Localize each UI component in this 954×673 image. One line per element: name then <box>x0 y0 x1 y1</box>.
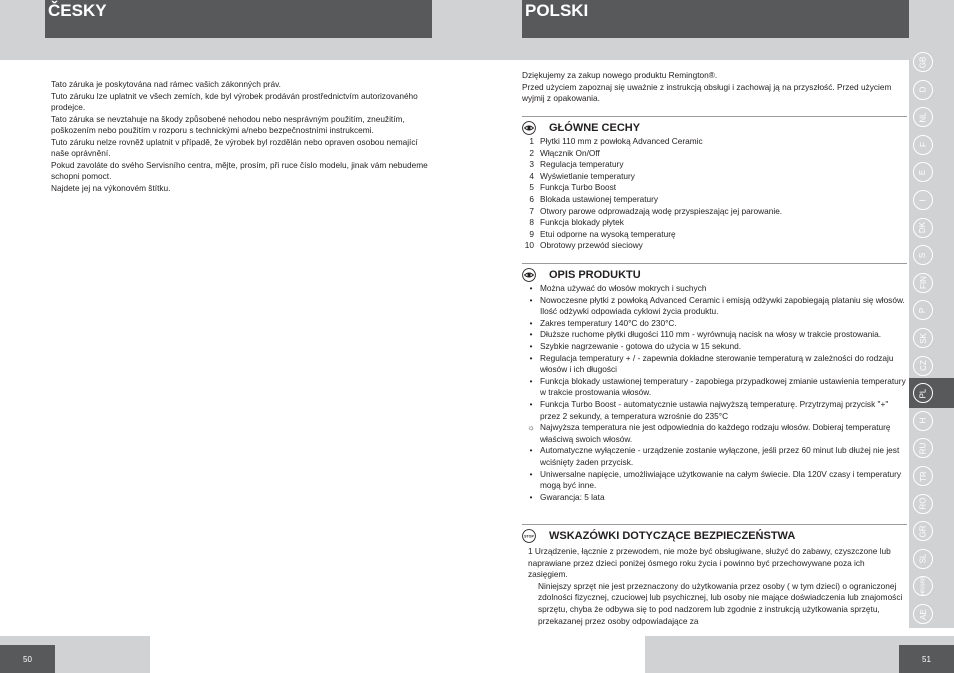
language-tab-cz[interactable] <box>913 356 933 376</box>
feature-item <box>522 136 907 148</box>
language-tab-fin[interactable] <box>913 273 933 293</box>
description-text: Najwyższa temperatura nie jest odpowiednia do każdego rodzaju włosów. Dobieraj temperaturę właściwą swoich włosów. <box>540 422 891 444</box>
intro-paragraph: Przed użyciem zapoznaj się uważnie z instrukcją obsługi i zachowaj ją na przyszłość. Przed użyciem wyjmij z opakowania. <box>522 81 892 103</box>
feature-item <box>522 182 907 194</box>
description-heading-text: OPIS PRODUKTU <box>549 269 641 281</box>
language-tab-s[interactable] <box>913 245 933 265</box>
feature-item <box>522 159 907 171</box>
czech-paragraph: Tuto záruku nelze rovněž uplatnit v případě, že výrobek byl rozdělán nebo opraven osobou nemající naše oprávnění. <box>51 136 418 158</box>
bullet: • <box>529 353 533 363</box>
safety-text <box>528 546 903 627</box>
feature-number: 9 <box>529 228 534 239</box>
description-text: Zakres temperatury 140°C do 230°C. <box>540 317 677 328</box>
language-tab-sl[interactable] <box>913 549 933 569</box>
feature-item <box>522 229 907 241</box>
feature-number: 10 <box>524 240 534 251</box>
description-text: Gwarancja: 5 lata <box>540 491 605 502</box>
divider <box>522 263 907 264</box>
language-tab-label: E <box>918 169 928 176</box>
description-item <box>522 341 907 353</box>
language-tab-label: SL <box>918 553 928 564</box>
language-tab-label: HR/SRB <box>920 576 926 596</box>
czech-paragraph: Tato záruka se nevztahuje na škody způsobené nehodou nebo nesprávným použitím, zneužitím, poškozením nebo použitím v rozporu s technickými a/nebo bezpečnostními instrukcemi. <box>51 113 405 135</box>
language-tab-hr-srb[interactable] <box>913 576 933 596</box>
feature-number: 3 <box>529 159 534 170</box>
description-text: Funkcja blokady ustawionej temperatury - zapobiega przypadkowej zmianie ustawienia temperatury w trakcie prostowania włosów. <box>540 375 906 398</box>
feature-text: Funkcja Turbo Boost <box>540 182 617 193</box>
description-item <box>522 469 907 492</box>
feature-text: Włącznik On/Off <box>540 147 600 158</box>
description-item <box>522 492 907 504</box>
feature-number: 1 <box>529 136 534 146</box>
safety-paragraph: 1 Urządzenie, łącznie z przewodem, nie może być obsługiwane, służyć do zabawy, czyszczone lub naprawiane przez dzieci poniżej ósmego roku życia i powinno być przechowywane poza ich zasięgiem. <box>528 546 891 580</box>
page-number-right: 51 <box>899 645 954 673</box>
description-text: Można używać do włosów mokrych i suchych <box>540 283 707 293</box>
czech-paragraph: Pokud zavoláte do svého Servisního centra, mějte, prosím, při ruce číslo modelu, jinak vám nebudeme schopni pomoct. <box>51 159 428 181</box>
language-tab-dk[interactable] <box>913 218 933 238</box>
language-tab-label: PL <box>918 388 928 399</box>
language-tab-gr[interactable] <box>913 521 933 541</box>
feature-number: 8 <box>529 217 534 228</box>
language-tab-e[interactable] <box>913 162 933 182</box>
description-item <box>522 399 907 422</box>
language-tab-label: DK <box>918 222 928 234</box>
page-title-polski: POLSKI <box>522 0 909 38</box>
language-tab-label: RU <box>918 442 928 455</box>
language-tab-h[interactable] <box>913 411 933 431</box>
stop-icon <box>522 529 536 543</box>
svg-text:STOP: STOP <box>524 534 534 539</box>
language-tab-label: D <box>918 86 928 93</box>
language-tab-label: S <box>918 252 928 258</box>
bullet: • <box>529 446 533 456</box>
czech-paragraph: Najdete jej na výkonovém štítku. <box>51 182 171 193</box>
language-tab-gb[interactable] <box>913 52 933 72</box>
bullet: • <box>529 492 533 502</box>
feature-item <box>522 194 907 206</box>
language-tab-i[interactable] <box>913 190 933 210</box>
intro-paragraph: Dziękujemy za zakup nowego produktu Remington®. <box>522 70 718 80</box>
description-item <box>522 295 907 318</box>
bullet: • <box>529 469 533 479</box>
language-tab-label: GR <box>918 525 928 538</box>
language-tab-tr[interactable] <box>913 466 933 486</box>
language-tab-p[interactable] <box>913 300 933 320</box>
language-tab-label: I <box>918 198 928 202</box>
feature-number: 4 <box>529 170 534 181</box>
bullet: • <box>529 330 533 340</box>
language-tab-label: H <box>918 417 928 424</box>
features-list <box>522 136 907 252</box>
language-tab-sk[interactable] <box>913 328 933 348</box>
description-text: Funkcja Turbo Boost - automatycznie ustawia najwyższą temperaturę. Przytrzymaj przycisk "+" przez 2 sekundy, a temperatura wzrośnie do 235°C <box>540 398 889 421</box>
bullet: • <box>529 295 533 305</box>
language-tab-f[interactable] <box>913 135 933 155</box>
divider <box>522 116 907 117</box>
feature-item <box>522 148 907 160</box>
bullet: • <box>529 399 533 409</box>
description-text: Automatyczne wyłączenie - urządzenie zostanie wyłączone, jeśli przez 60 minut lub dłużej nie jest wciśnięty żaden przycisk. <box>540 445 900 467</box>
feature-item <box>522 171 907 183</box>
language-tab-ae[interactable] <box>913 604 933 624</box>
description-text: Dłuższe ruchome płytki długości 110 mm - wyrównują nacisk na włosy w trakcie prostowania. <box>540 329 882 340</box>
bullet: • <box>529 341 533 351</box>
description-item <box>522 376 907 399</box>
feature-text: Regulacja temperatury <box>540 159 624 170</box>
feature-text: Płytki 110 mm z powłoką Advanced Ceramic <box>540 136 703 146</box>
description-item <box>522 445 907 468</box>
language-tab-label: F <box>918 142 928 148</box>
description-item <box>522 353 907 376</box>
czech-paragraph: Tuto záruku lze uplatnit ve všech zemích, kde byl výrobek prodáván prostřednictvím autorizovaného prodejce. <box>51 90 418 112</box>
feature-item <box>522 217 907 229</box>
description-item <box>522 318 907 330</box>
divider <box>522 524 907 525</box>
czech-warranty-text <box>51 79 436 194</box>
language-tabs <box>909 46 954 628</box>
language-tab-label: AE <box>918 608 928 620</box>
description-heading <box>522 267 907 283</box>
feature-text: Blokada ustawionej temperatury <box>540 193 659 204</box>
language-tab-nl[interactable] <box>913 107 933 127</box>
feature-number: 7 <box>529 205 534 216</box>
features-heading <box>522 120 907 136</box>
feature-item <box>522 206 907 218</box>
feature-number: 5 <box>529 182 534 193</box>
bullet: • <box>529 284 533 293</box>
feature-number: 6 <box>529 193 534 204</box>
feature-text: Otwory parowe odprowadzają wodę przyspieszając jej parowanie. <box>540 205 783 216</box>
czech-paragraph: Tato záruka je poskytována nad rámec vašich zákonných práv. <box>51 79 281 89</box>
bullet: • <box>529 318 533 328</box>
polish-intro <box>522 70 907 105</box>
language-tab-label: SK <box>918 332 928 344</box>
page-number-left: 50 <box>0 645 55 673</box>
description-item <box>522 329 907 341</box>
eye-icon <box>522 268 536 282</box>
language-tab-label: CZ <box>918 360 928 371</box>
description-text: Uniwersalne napięcie, umożliwiające użytkowanie na całym świecie. Dla 120V czasy i temperatury mogą być inne. <box>540 468 902 491</box>
language-tab-ro[interactable] <box>913 494 933 514</box>
language-tab-label: P <box>918 307 928 314</box>
feature-text: Etui odporne na wysoką temperaturę <box>540 228 676 239</box>
language-tab-ru[interactable] <box>913 438 933 458</box>
description-text: Regulacja temperatury + / - zapewnia dokładne sterowanie temperaturą w zależności do rodzaju włosów i ich długości <box>540 352 894 375</box>
page-title-cesky: ČESKY <box>45 0 432 38</box>
language-tab-label: NL <box>918 112 928 123</box>
language-tab-label: FIN <box>918 276 928 290</box>
warning-icon: ☼ <box>527 423 535 433</box>
description-text: Szybkie nagrzewanie - gotowa do użycia w 15 sekund. <box>540 340 742 351</box>
feature-text: Funkcja blokady płytek <box>540 217 624 228</box>
safety-paragraph: Niniejszy sprzęt nie jest przeznaczony do użytkowania przez osoby ( w tym dzieci) o ograniczonej zdolności fizycznej, czuciowej lub psychicznej, lub osoby nie mające doświadczenia lub znajomości sprzętu, chyba że odbywa się to pod nadzorem lub zgodnie z instrukcją użytkowania sprzętu, przekazanej przez osoby odpowiadające za <box>538 580 903 626</box>
feature-number: 2 <box>529 147 534 158</box>
description-list <box>522 283 907 503</box>
feature-item <box>522 240 907 252</box>
description-text: Nowoczesne płytki z powłoką Advanced Ceramic i emisją odżywki zapobiegają plataniu się włosów. Ilość odżywki odpowiada cyklowi życia produktu. <box>540 294 905 317</box>
safety-heading <box>522 528 907 544</box>
description-item <box>522 422 907 445</box>
features-heading-text: GŁÓWNE CECHY <box>549 122 641 134</box>
feature-text: Obrotowy przewód sieciowy <box>540 240 643 251</box>
feature-text: Wyświetlanie temperatury <box>540 170 635 181</box>
safety-heading-text: WSKAZÓWKI DOTYCZĄCE BEZPIECZEŃSTWA <box>549 530 796 542</box>
language-tab-label: RO <box>918 497 928 510</box>
language-tab-label: TR <box>918 470 928 482</box>
bullet: • <box>529 376 533 386</box>
description-item <box>522 283 907 295</box>
language-tab-label: GB <box>918 56 928 68</box>
eye-icon <box>522 121 536 135</box>
language-tab-d[interactable] <box>913 80 933 100</box>
